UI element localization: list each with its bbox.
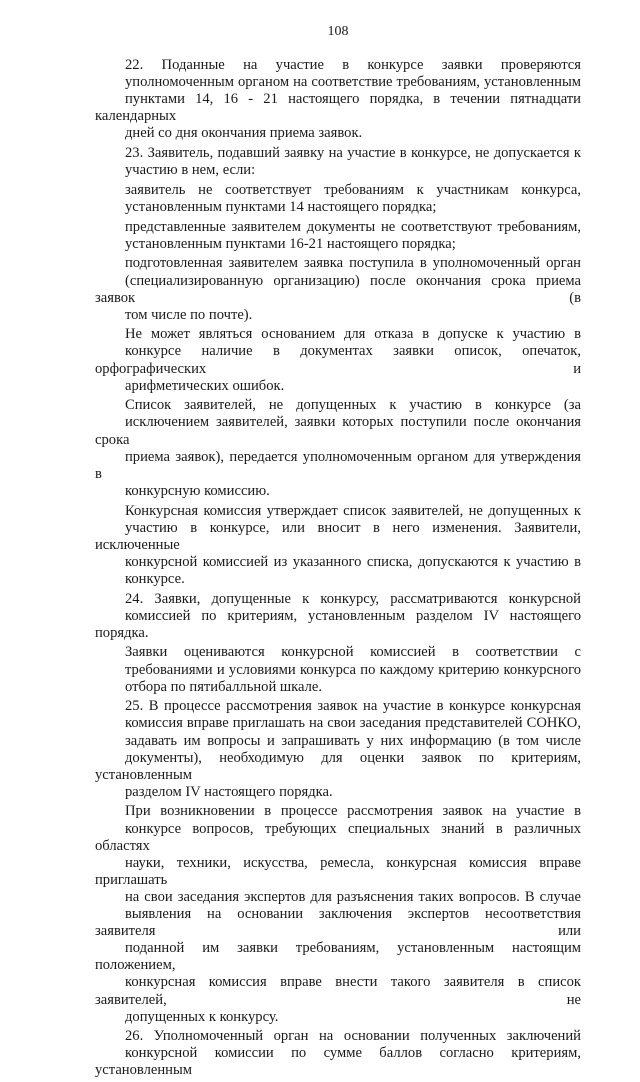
paragraph — [95, 503, 581, 588]
text-line: Не может являться основанием для отказа в допуске к участию в — [125, 326, 581, 343]
paragraph — [95, 255, 581, 323]
text-line: 24. Заявки, допущенные к конкурсу, рассматриваются конкурсной — [125, 590, 581, 607]
text-line: 26. Уполномоченный орган на основании полученных заключений — [125, 1028, 581, 1045]
paragraph — [95, 326, 581, 394]
text-line: участию в нем, если: — [125, 162, 256, 179]
text-line: на свои заседания экспертов для разъяснения таких вопросов. В случае — [125, 888, 581, 905]
text-line: конкурсе вопросов, требующих специальных знаний в различных областях — [95, 820, 581, 854]
text-line: Список заявителей, не допущенных к участию в конкурсе (за — [125, 397, 581, 414]
document-body — [95, 57, 581, 1082]
paragraph — [95, 644, 581, 695]
text-line: исключением заявителей, заявки которых поступили после окончания срока — [95, 414, 581, 448]
text-line: приема заявок), передается уполномоченным органом для утверждения в — [95, 448, 581, 482]
text-line: 25. В процессе рассмотрения заявок на участие в конкурсе конкурсная — [125, 698, 581, 715]
text-line: комиссия вправе приглашать на свои заседания представителей СОНКО, — [125, 715, 581, 732]
text-line: Заявки оцениваются конкурсной комиссией в соответствии с — [125, 644, 581, 661]
paragraph — [95, 145, 581, 179]
text-line: представленные заявителем документы не соответствуют требованиям, — [125, 218, 581, 235]
paragraph — [95, 397, 581, 500]
paragraph — [95, 698, 581, 801]
text-line: отбора по пятибалльной шкале. — [125, 678, 323, 695]
text-line: выявления на основании заключения экспертов несоответствия заявителя или — [95, 906, 581, 940]
text-line: 22. Поданные на участие в конкурсе заявки проверяются — [125, 57, 581, 73]
text-line: конкурсная комиссия вправе внести такого заявителя в список заявителей, не — [95, 974, 581, 1008]
text-line: участию в конкурсе, или вносит в него изменения. Заявители, исключенные — [95, 519, 581, 553]
text-line: установленным пунктами 14 настоящего порядка; — [125, 198, 437, 215]
text-line: задавать им вопросы и запрашивать у них информацию (в том числе — [125, 732, 581, 749]
text-line: науки, техники, искусства, ремесла, конкурсная комиссия вправе приглашать — [95, 854, 581, 888]
text-line: поданной им заявки требованиям, установленным настоящим положением, — [95, 940, 581, 974]
text-line: пунктами 14, 16 - 21 настоящего порядка, в течении пятнадцати календарных — [95, 91, 581, 125]
text-line: документы), необходимую для оценки заявок по критериям, установленным — [95, 749, 581, 783]
text-line: (специализированную организацию) после окончания срока приема заявок (в — [95, 272, 581, 306]
text-line: конкурсной комиссии по сумме баллов согласно критериям, установленным — [95, 1045, 581, 1079]
text-line: конкурсе. — [125, 570, 185, 587]
text-line: Конкурсная комиссия утверждает список заявителей, не допущенных к — [125, 502, 581, 519]
text-line: комиссией по критериям, установленным разделом IV настоящего порядка. — [95, 607, 581, 641]
paragraph — [95, 803, 581, 1025]
document-page — [95, 0, 581, 1079]
text-line: конкурсную комиссию. — [125, 482, 270, 499]
text-line: арифметических ошибок. — [125, 377, 285, 394]
paragraph — [95, 182, 581, 216]
text-line: требованиями и условиями конкурса по каждому критерию конкурсного — [125, 661, 581, 678]
text-line: подготовленная заявителем заявка поступила в уполномоченный орган — [125, 255, 581, 272]
text-line: заявитель не соответствует требованиям к участникам конкурса, — [125, 181, 581, 198]
paragraph — [95, 219, 581, 253]
paragraph — [95, 57, 581, 142]
text-line: дней со дня окончания приема заявок. — [125, 125, 363, 142]
page-number: 108 — [327, 24, 349, 39]
paragraph — [95, 591, 581, 642]
paragraph — [95, 1028, 581, 1079]
text-line: 23. Заявитель, подавший заявку на участие в конкурсе, не допускается к — [125, 145, 581, 162]
text-line: конкурсной комиссией из указанного списка, допускаются к участию в — [125, 553, 581, 570]
text-line: разделом IV настоящего порядка. — [125, 783, 333, 800]
text-line: конкурсе наличие в документах заявки описок, опечаток, орфографических и — [95, 343, 581, 377]
text-line: уполномоченным органом на соответствие требованиям, установленным — [125, 74, 581, 91]
text-line: установленным пунктами 16-21 настоящего порядка; — [125, 235, 456, 252]
text-line: допущенных к конкурсу. — [125, 1008, 279, 1025]
text-line: При возникновении в процессе рассмотрения заявок на участие в — [125, 803, 581, 820]
text-line: том числе по почте). — [125, 306, 253, 323]
